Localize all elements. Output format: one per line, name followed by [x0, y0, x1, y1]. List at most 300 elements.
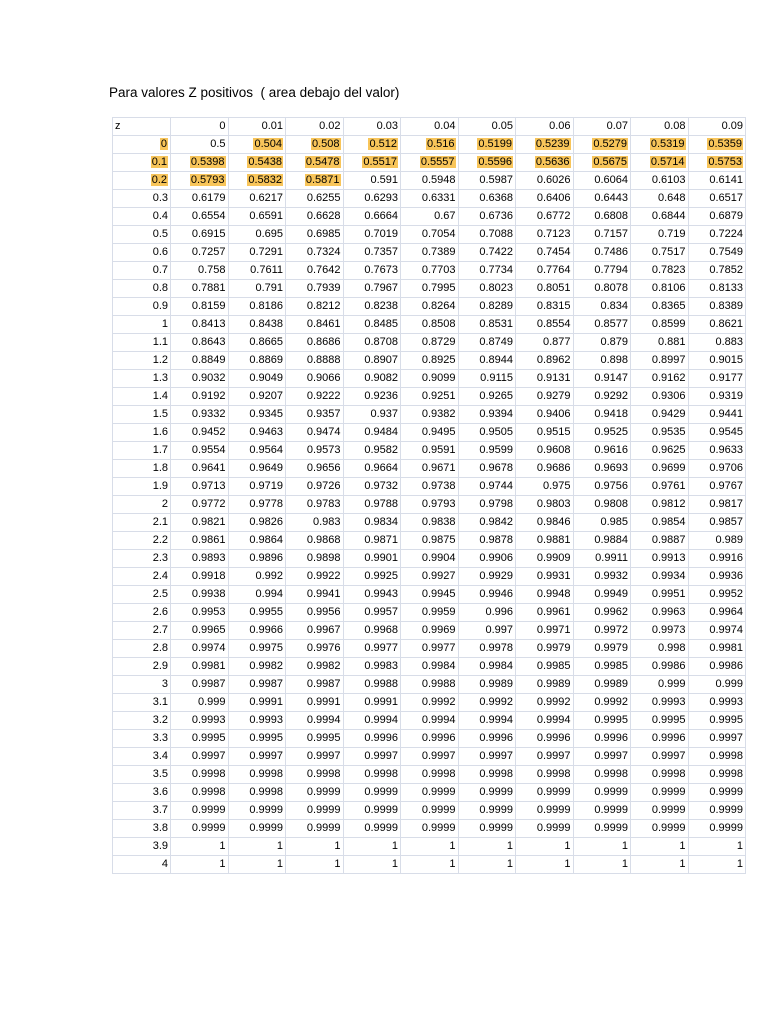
probability-value: 0.9998: [249, 786, 283, 798]
probability-cell: [688, 712, 746, 730]
probability-value: 0.9998: [709, 768, 743, 780]
probability-value: 0.9997: [421, 750, 456, 762]
probability-cell: [516, 208, 574, 226]
probability-cell: [516, 424, 574, 442]
probability-cell: [228, 478, 286, 496]
probability-value: 0.9997: [709, 732, 743, 744]
probability-value: 0.5359: [708, 138, 742, 150]
table-row: [113, 784, 746, 802]
z-value: 0: [160, 138, 167, 150]
probability-cell: [688, 226, 746, 244]
probability-value: 0.8289: [479, 300, 513, 312]
probability-cell: [631, 856, 689, 874]
z-value-cell: [113, 172, 171, 190]
probability-cell: [573, 730, 631, 748]
z-value-cell: [113, 694, 171, 712]
header-row: [113, 118, 746, 136]
probability-cell: [343, 262, 401, 280]
probability-value: 0.9996: [536, 732, 571, 744]
probability-cell: [401, 172, 459, 190]
table-row: [113, 154, 746, 172]
table-row: [113, 856, 746, 874]
probability-value: 0.9993: [709, 696, 743, 708]
probability-value: 0.9664: [364, 462, 398, 474]
probability-cell: [343, 622, 401, 640]
probability-value: 0.9394: [479, 408, 513, 420]
probability-cell: [401, 802, 459, 820]
probability-value: 0.5557: [420, 156, 455, 168]
probability-value: 0.9744: [479, 480, 513, 492]
probability-cell: [286, 694, 344, 712]
probability-value: 0.8051: [536, 282, 571, 294]
probability-value: 0.9861: [191, 534, 226, 546]
probability-value: 0.9999: [651, 786, 686, 798]
probability-cell: [401, 262, 459, 280]
probability-cell: [343, 424, 401, 442]
probability-cell: [171, 172, 229, 190]
probability-value: 0.9949: [594, 588, 628, 600]
probability-cell: [401, 532, 459, 550]
probability-value: 0.9693: [594, 462, 628, 474]
probability-cell: [401, 280, 459, 298]
probability-value: 0.9973: [651, 624, 686, 636]
probability-value: 0.7389: [421, 246, 456, 258]
probability-cell: [573, 784, 631, 802]
probability-cell: [171, 352, 229, 370]
probability-value: 0.7881: [191, 282, 226, 294]
probability-cell: [343, 676, 401, 694]
table-row: [113, 820, 746, 838]
probability-value: 0.9994: [364, 714, 398, 726]
probability-cell: [631, 460, 689, 478]
probability-cell: [343, 136, 401, 154]
probability-value: 0.5753: [708, 156, 742, 168]
table-row: [113, 136, 746, 154]
probability-value: 0.591: [370, 174, 398, 186]
probability-cell: [401, 586, 459, 604]
probability-value: 0.9995: [651, 714, 686, 726]
probability-cell: [228, 280, 286, 298]
probability-cell: [286, 514, 344, 532]
probability-cell: [171, 604, 229, 622]
probability-cell: [343, 370, 401, 388]
probability-value: 0.9916: [709, 552, 743, 564]
probability-cell: [458, 262, 516, 280]
probability-value: 0.7324: [306, 246, 341, 258]
probability-value: 0.9999: [709, 786, 743, 798]
probability-cell: [631, 262, 689, 280]
probability-cell: [171, 514, 229, 532]
probability-cell: [631, 478, 689, 496]
table-row: [113, 370, 746, 388]
probability-cell: [171, 694, 229, 712]
probability-cell: [171, 658, 229, 676]
table-row: [113, 514, 746, 532]
probability-cell: [458, 496, 516, 514]
probability-value: 0.9625: [651, 444, 686, 456]
probability-value: 0.9484: [364, 426, 398, 438]
probability-value: 0.516: [426, 138, 455, 150]
probability-cell: [286, 136, 344, 154]
probability-value: 0.9788: [364, 498, 398, 510]
probability-cell: [631, 640, 689, 658]
probability-value: 0.9319: [709, 390, 743, 402]
probability-value: 0.9382: [421, 408, 456, 420]
probability-value: 0.9082: [364, 372, 398, 384]
probability-value: 0.9929: [479, 570, 513, 582]
probability-value: 0.9986: [651, 660, 686, 672]
probability-value: 0.9985: [594, 660, 628, 672]
probability-cell: [688, 154, 746, 172]
probability-value: 0.9993: [249, 714, 283, 726]
probability-value: 0.6772: [536, 210, 571, 222]
probability-cell: [458, 172, 516, 190]
probability-cell: [171, 370, 229, 388]
probability-cell: [573, 226, 631, 244]
probability-cell: [228, 640, 286, 658]
probability-value: 0.9998: [479, 768, 513, 780]
probability-cell: [688, 586, 746, 604]
table-row: [113, 388, 746, 406]
probability-cell: [343, 712, 401, 730]
header-cell: 0.04: [401, 118, 459, 136]
probability-value: 0.5199: [478, 138, 512, 150]
probability-cell: [458, 676, 516, 694]
probability-cell: [573, 190, 631, 208]
z-value-cell: [113, 856, 171, 874]
probability-cell: [401, 370, 459, 388]
probability-cell: [516, 820, 574, 838]
probability-value: 0.8438: [249, 318, 283, 330]
probability-value: 0.9633: [709, 444, 743, 456]
probability-cell: [516, 532, 574, 550]
probability-value: 0.7054: [421, 228, 456, 240]
probability-cell: [458, 640, 516, 658]
probability-value: 0.7642: [306, 264, 341, 276]
probability-cell: [516, 712, 574, 730]
probability-value: 0.8078: [594, 282, 628, 294]
probability-cell: [343, 478, 401, 496]
probability-cell: [286, 640, 344, 658]
probability-value: 0.9656: [306, 462, 341, 474]
probability-cell: [228, 406, 286, 424]
probability-cell: [688, 478, 746, 496]
probability-cell: [573, 658, 631, 676]
probability-value: 0.7764: [536, 264, 571, 276]
probability-cell: [688, 280, 746, 298]
probability-value: 0.8962: [536, 354, 571, 366]
probability-value: 0.7939: [306, 282, 341, 294]
probability-value: 0.5714: [650, 156, 685, 168]
probability-cell: [688, 658, 746, 676]
probability-value: 0.6293: [364, 192, 398, 204]
probability-value: 0.9726: [306, 480, 341, 492]
z-value-cell: [113, 568, 171, 586]
probability-cell: [573, 478, 631, 496]
probability-value: 0.9968: [364, 624, 398, 636]
probability-value: 0.9932: [594, 570, 628, 582]
probability-value: 0.7157: [594, 228, 628, 240]
probability-cell: [688, 802, 746, 820]
probability-value: 0.9608: [536, 444, 571, 456]
probability-value: 1: [391, 858, 398, 870]
probability-cell: [458, 550, 516, 568]
probability-value: 0.9032: [191, 372, 226, 384]
probability-cell: [171, 640, 229, 658]
probability-cell: [343, 640, 401, 658]
probability-value: 0.9925: [364, 570, 398, 582]
probability-cell: [573, 244, 631, 262]
z-value-cell: [113, 334, 171, 352]
table-row: [113, 496, 746, 514]
probability-value: 0.6879: [709, 210, 743, 222]
probability-cell: [516, 748, 574, 766]
probability-cell: [343, 586, 401, 604]
probability-cell: [631, 604, 689, 622]
probability-value: 0.9306: [651, 390, 686, 402]
z-value: 0.1: [151, 156, 167, 168]
probability-cell: [286, 316, 344, 334]
table-row: [113, 748, 746, 766]
probability-cell: [171, 262, 229, 280]
probability-value: 0.9898: [306, 552, 341, 564]
probability-cell: [631, 802, 689, 820]
probability-value: 0.9808: [594, 498, 628, 510]
probability-cell: [631, 352, 689, 370]
probability-cell: [688, 460, 746, 478]
probability-value: 0.992: [255, 570, 283, 582]
z-value: 1.6: [152, 426, 168, 438]
probability-value: 0.7673: [364, 264, 398, 276]
z-value-cell: [113, 838, 171, 856]
probability-cell: [171, 334, 229, 352]
probability-cell: [688, 190, 746, 208]
probability-cell: [516, 766, 574, 784]
probability-value: 0.7734: [479, 264, 513, 276]
probability-value: 0.719: [657, 228, 686, 240]
probability-cell: [286, 190, 344, 208]
header-cell: 0.08: [631, 118, 689, 136]
probability-value: 0.5948: [421, 174, 456, 186]
probability-cell: [458, 442, 516, 460]
probability-value: 0.9983: [364, 660, 398, 672]
probability-value: 0.7967: [364, 282, 398, 294]
probability-cell: [573, 262, 631, 280]
probability-value: 0.9251: [421, 390, 456, 402]
probability-value: 0.997: [485, 624, 513, 636]
probability-cell: [171, 766, 229, 784]
probability-cell: [171, 532, 229, 550]
probability-cell: [401, 712, 459, 730]
z-value-cell: [113, 298, 171, 316]
page-title: Para valores Z positivos ( area debajo del valor): [109, 85, 400, 100]
probability-cell: [286, 424, 344, 442]
z-value: 2.4: [152, 570, 168, 582]
z-value-cell: [113, 532, 171, 550]
probability-cell: [343, 568, 401, 586]
probability-value: 0.9994: [479, 714, 513, 726]
probability-value: 0.9463: [249, 426, 283, 438]
probability-value: 0.7224: [709, 228, 743, 240]
probability-cell: [516, 154, 574, 172]
probability-value: 0.7852: [709, 264, 743, 276]
z-value: 0.4: [152, 210, 168, 222]
probability-cell: [516, 586, 574, 604]
z-value-cell: [113, 352, 171, 370]
probability-cell: [228, 136, 286, 154]
probability-value: 0.9997: [651, 750, 686, 762]
probability-cell: [171, 568, 229, 586]
probability-cell: [228, 424, 286, 442]
probability-value: 0.9778: [249, 498, 283, 510]
probability-value: 0.6736: [479, 210, 513, 222]
probability-value: 0.9875: [421, 534, 456, 546]
probability-cell: [631, 388, 689, 406]
probability-value: 0.7517: [651, 246, 686, 258]
probability-cell: [573, 514, 631, 532]
probability-cell: [631, 334, 689, 352]
probability-cell: [401, 496, 459, 514]
probability-cell: [516, 478, 574, 496]
z-value-cell: [113, 604, 171, 622]
probability-cell: [631, 622, 689, 640]
probability-cell: [286, 226, 344, 244]
probability-value: 0.9772: [191, 498, 226, 510]
probability-cell: [343, 442, 401, 460]
probability-value: 0.7422: [479, 246, 513, 258]
probability-value: 0.9115: [480, 372, 513, 384]
z-value: 1.4: [152, 390, 168, 402]
header-cell: 0.03: [343, 118, 401, 136]
probability-cell: [516, 172, 574, 190]
probability-cell: [401, 208, 459, 226]
table-row: [113, 658, 746, 676]
probability-value: 1: [334, 840, 341, 852]
table-row: [113, 712, 746, 730]
probability-cell: [286, 802, 344, 820]
probability-value: 0.999: [657, 678, 686, 690]
probability-value: 0.9857: [709, 516, 743, 528]
probability-value: 0.8554: [536, 318, 571, 330]
probability-value: 0.8888: [306, 354, 341, 366]
probability-value: 0.9996: [421, 732, 456, 744]
table-row: [113, 280, 746, 298]
probability-cell: [343, 154, 401, 172]
probability-value: 0.9992: [536, 696, 571, 708]
probability-value: 0.996: [485, 606, 513, 618]
probability-cell: [516, 280, 574, 298]
probability-cell: [631, 568, 689, 586]
z-value-cell: [113, 622, 171, 640]
z-value: 0.8: [152, 282, 168, 294]
probability-value: 0.9998: [594, 768, 628, 780]
probability-value: 1: [564, 840, 571, 852]
probability-value: 0.999: [715, 678, 743, 690]
probability-cell: [458, 838, 516, 856]
probability-cell: [228, 838, 286, 856]
probability-cell: [286, 442, 344, 460]
probability-cell: [631, 766, 689, 784]
probability-value: 0.7794: [594, 264, 628, 276]
probability-cell: [688, 748, 746, 766]
probability-value: 0.9998: [421, 768, 456, 780]
probability-cell: [573, 388, 631, 406]
probability-cell: [343, 784, 401, 802]
z-value-cell: [113, 460, 171, 478]
z-value-cell: [113, 802, 171, 820]
probability-cell: [458, 406, 516, 424]
header-cell: 0: [171, 118, 229, 136]
probability-cell: [458, 388, 516, 406]
table-row: [113, 802, 746, 820]
probability-cell: [688, 370, 746, 388]
probability-cell: [516, 694, 574, 712]
probability-value: 0.879: [600, 336, 628, 348]
probability-value: 0.9985: [536, 660, 571, 672]
probability-value: 1: [679, 840, 686, 852]
probability-value: 0.9452: [191, 426, 226, 438]
probability-value: 0.758: [197, 264, 226, 276]
probability-cell: [573, 604, 631, 622]
probability-value: 0.9965: [191, 624, 226, 636]
probability-value: 0.7123: [536, 228, 571, 240]
probability-cell: [458, 334, 516, 352]
probability-cell: [688, 568, 746, 586]
probability-cell: [343, 550, 401, 568]
table-row: [113, 352, 746, 370]
probability-value: 0.6141: [709, 174, 743, 186]
probability-value: 1: [449, 858, 456, 870]
probability-value: 0.7019: [364, 228, 398, 240]
probability-value: 0.9996: [651, 732, 686, 744]
probability-value: 1: [506, 858, 513, 870]
probability-value: 0.9999: [594, 786, 628, 798]
z-value: 4: [161, 858, 168, 870]
probability-cell: [688, 532, 746, 550]
probability-cell: [171, 622, 229, 640]
probability-value: 0.8159: [191, 300, 226, 312]
probability-cell: [516, 676, 574, 694]
probability-value: 0.6331: [421, 192, 456, 204]
probability-cell: [228, 550, 286, 568]
probability-cell: [401, 658, 459, 676]
probability-cell: [631, 226, 689, 244]
probability-value: 0.9525: [594, 426, 628, 438]
probability-cell: [458, 712, 516, 730]
probability-value: 0.9946: [479, 588, 513, 600]
probability-cell: [458, 784, 516, 802]
probability-cell: [228, 226, 286, 244]
probability-cell: [401, 820, 459, 838]
header-cell-z: z: [113, 118, 171, 136]
probability-cell: [688, 604, 746, 622]
z-value-cell: [113, 226, 171, 244]
probability-cell: [458, 226, 516, 244]
probability-value: 0.5239: [535, 138, 570, 150]
z-value: 2.5: [152, 588, 168, 600]
probability-value: 0.9934: [651, 570, 686, 582]
probability-value: 0.8599: [651, 318, 686, 330]
probability-value: 0.9966: [249, 624, 283, 636]
probability-cell: [171, 442, 229, 460]
probability-cell: [286, 604, 344, 622]
table-row: [113, 604, 746, 622]
probability-cell: [573, 766, 631, 784]
probability-cell: [458, 190, 516, 208]
probability-value: 0.9998: [191, 768, 226, 780]
z-value: 3.7: [152, 804, 168, 816]
probability-cell: [286, 838, 344, 856]
